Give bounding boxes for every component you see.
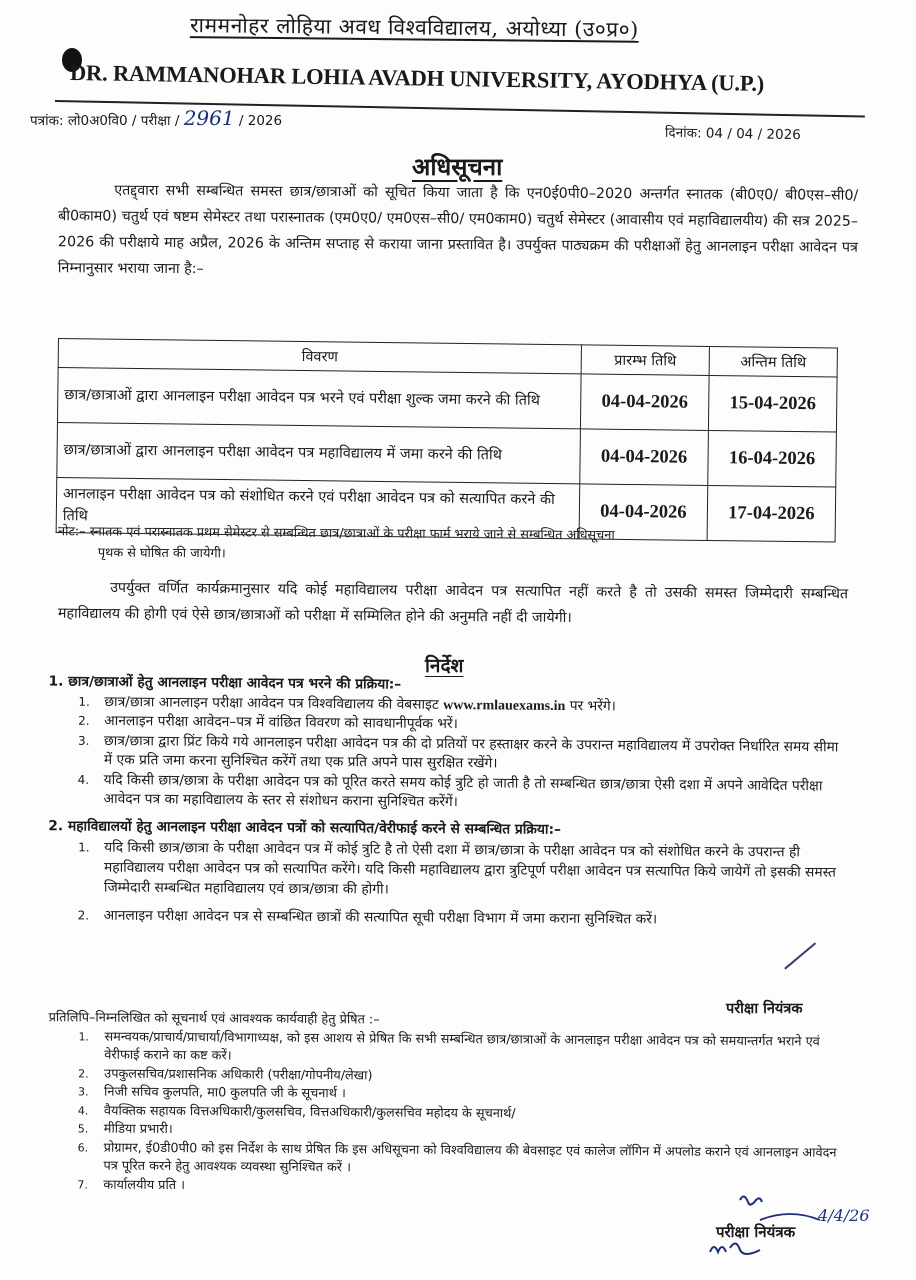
item-number: 4. <box>77 1103 89 1117</box>
item-text: आनलाइन परीक्षा आवेदन–पत्र में वांछित विवरण को सावधानीपूर्वक भरें। <box>104 712 458 733</box>
item-number: 6. <box>77 1140 89 1154</box>
reference-number <box>30 106 282 130</box>
item-number: 1. <box>78 839 90 854</box>
item-number: 1. <box>78 694 90 709</box>
item-text: उपकुलसचिव/प्रशासनिक अधिकारी (परीक्षा/गोपनीय/लेखा) <box>104 1066 373 1083</box>
instruction-list <box>47 692 848 816</box>
intro-paragraph <box>58 177 859 287</box>
item-text: प्रोग्रामर, ई0डी0पी0 को इस निर्देश के साथ प्रेषित कि इस अधिसूचना को विश्वविद्यालय की बेवसाइट एवं कालेज लॉगिन में अपलोड कराने एवं आनलाइन आवेदन पत्र पूरित करने हेतु आवश्यक व्यवस्था सुनिश्चित करें । <box>103 1140 837 1176</box>
responsibility-paragraph <box>58 575 848 634</box>
row-start-date: 04-04-2026 <box>580 374 709 431</box>
row-description: छात्र/छात्राओं द्वारा आनलाइन परीक्षा आवेदन पत्र भरने एवं परीक्षा शुल्क जमा करने की तिथि <box>57 368 581 429</box>
item-text: कार्यालयीय प्रति । <box>103 1177 186 1193</box>
table-row <box>57 422 837 487</box>
column-header-end-date: अन्तिम तिथि <box>709 346 837 377</box>
item-text: वैयक्तिक सहायक वित्तअधिकारी/कुलसचिव, वित्तअधिकारी/कुलसचिव महोदय के सूचनार्थ/ <box>103 1103 516 1121</box>
controller-title-bottom: परीक्षा नियंत्रक <box>716 1223 796 1241</box>
list-item <box>77 731 848 776</box>
section-heading: 1. छात्र/छात्राओं हेतु आनलाइन परीक्षा आवेदन पत्र भरने की प्रक्रिया:– <box>48 673 402 693</box>
column-header-start-date: प्रारम्भ तिथि <box>581 345 709 376</box>
university-name-hindi: राममनोहर लोहिया अवध विश्वविद्यालय, अयोध्या (उ०प्र०) <box>189 13 639 42</box>
section-heading: 2. महाविद्यालयों हेतु आनलाइन परीक्षा आवेदन पत्रों को सत्यापित/वेरीफाई करने से सम्बन्धित प्रक्रिया:– <box>48 818 561 838</box>
row-start-date: 04-04-2026 <box>580 429 709 486</box>
item-number: 2. <box>77 907 90 922</box>
instructions-section-colleges <box>48 817 849 930</box>
item-text: यदि किसी छात्र/छात्रा के परीक्षा आवेदन पत्र में कोई त्रुटि है तो ऐसी दशा में छात्र/छात्रा के परीक्षा आवेदन पत्र को संशोधित करने के उपरान्त ही महाविद्यालय परीक्षा आवेदन पत्र को सत्यापित करेंगे। यदि किसी महाविद्यालय द्वारा त्रुटिपूर्ण परीक्षा आवेदन पत्र सत्यापित किये जायेगें तो इसकी समस्त जिम्मेदारी सम्बन्धित महाविद्यालय एवं छात्र/छात्रा की होगी। <box>103 839 836 898</box>
notice-title: अधिसूचना <box>412 153 503 181</box>
list-item <box>78 1028 848 1070</box>
row-description: छात्र/छात्राओं द्वारा आनलाइन परीक्षा आवेदन पत्र महाविद्यालय में जमा करने की तिथि <box>57 422 581 483</box>
instruction-list <box>48 837 849 931</box>
schedule-table <box>56 338 838 543</box>
copy-to-heading: प्रतिलिपि–निम्नलिखित को सूचनार्थ एवं आवश्यक कार्यवाही हेतु प्रेषित :– <box>48 1010 380 1028</box>
university-name-english: DR. RAMMANOHAR LOHIA AVADH UNIVERSITY, AYODHYA (U.P.) <box>69 60 765 96</box>
item-text: छात्र/छात्रा द्वारा प्रिंट किये गये आनलाइन परीक्षा आवेदन पत्र की दो प्रतियों पर हस्ताक्षर करने के उपरान्त महाविद्यालय में उपरोक्त निर्धारित समय सीमा में एक प्रति जमा करना सुनिश्चित करेंगें तथा एक प्रति अपने पास सुरक्षित रखेंगे। <box>103 732 839 772</box>
note-line-2: पृथक से घोषित की जायेगी। <box>97 545 226 562</box>
item-number: 7. <box>77 1177 88 1191</box>
row-end-date: 15-04-2026 <box>708 375 837 432</box>
item-number: 5. <box>77 1122 89 1136</box>
item-text: निजी सचिव कुलपति, मा0 कुलपति जी के सूचनार्थ । <box>104 1084 346 1102</box>
column-header-description: विवरण <box>58 339 581 374</box>
list-item <box>78 837 848 902</box>
reference-suffix: / 2026 <box>238 113 283 129</box>
item-number: 3. <box>78 1085 89 1099</box>
row-description: आनलाइन परीक्षा आवेदन पत्र को संशोधित करने एवं परीक्षा आवेदन पत्र को सत्यापित करने की तिथि <box>56 477 580 538</box>
table-row <box>57 368 837 433</box>
copy-to-list <box>47 1028 848 1200</box>
item-text: आनलाइन परीक्षा आवेदन पत्र से सम्बन्धित छात्रों की सत्यापित सूची परीक्षा विभाग में जमा कराना सुनिश्चित करें। <box>103 907 658 927</box>
intro-first-line: एतद्द्वारा सभी सम्बन्धित समस्त छात्र/छात्राओं को सूचित किया जाता है कि एन0ई0पी0–2020 <box>114 182 633 203</box>
item-number: 3. <box>77 733 90 748</box>
item-number: 1. <box>78 1029 90 1043</box>
copy-to-section <box>47 1009 848 1200</box>
item-text: छात्र/छात्रा आनलाइन परीक्षा आवेदन पत्र विश्वविद्यालय की वेबसाइट <box>104 693 444 713</box>
row-end-date: 16-04-2026 <box>708 430 837 487</box>
responsibility-first-line: उपर्युक्त वर्णित कार्यक्रमानुसार यदि कोई महाविद्यालय परीक्षा आवेदन पत्र सत्यापित नहीं करते है तो उसकी समस्त <box>110 580 738 602</box>
responsibility-rest: जिम्मेदारी सम्बन्धित महाविद्यालय की होगी एवं ऐसे छात्र/छात्राओं को परीक्षा में सम्मिलित होने की अनुमति नहीं दी जायेगी। <box>57 585 849 627</box>
item-number: 4. <box>77 772 90 787</box>
controller-title-top: परीक्षा नियंत्रक <box>726 1001 803 1017</box>
instructions-section-students <box>47 673 848 816</box>
signature-date-scribble: 4/4/26 <box>818 1206 870 1225</box>
intro-rest: अन्तर्गत स्नातक (बी0ए0/ बी0एस–सी0/बी0काम0) चतुर्थ एवं षष्टम सेमेस्टर तथा परास्नातक (एम0ए0/ एम0एस–सी0/ एम0काम0) चतुर्थ सेमेस्टर (आवासीय एवं महाविद्यालयीय) की सत्र 2025–2026 की परीक्षाये माह अप्रैल, 2026 के अन्तिम सप्ताह से कराया जाना प्रस्तावित है। उपर्युक्त पाठ्यक्रम की परीक्षाओं हेतु आनलाइन परीक्षा आवेदन पत्र निम्नानुसार भराया जाना है:– <box>57 186 859 278</box>
signature-stroke <box>784 942 816 969</box>
list-item <box>77 770 847 815</box>
reference-number-handwritten: 2961 <box>183 106 235 130</box>
notice-date: दिनांक: 04 / 04 / 2026 <box>664 124 801 144</box>
website-link[interactable]: www.rmlauexams.in <box>443 697 566 714</box>
list-item <box>77 1139 847 1181</box>
note <box>58 521 848 569</box>
reference-prefix: पत्रांक: लो0अ0वि0 / परीक्षा / <box>30 113 180 129</box>
item-text: पर भरेंगे। <box>565 697 617 714</box>
note-line-1: नोट:– स्नातक एवं परास्नातक प्रथम सेमेस्टर से सम्बन्धित छात्र/छात्राओं के परीक्षा फार्म भराये जाने से सम्बन्धित अधिसूचना <box>58 524 615 544</box>
item-text: मीडिया प्रभारी। <box>103 1121 173 1138</box>
instructions-title: निर्देश <box>425 655 464 677</box>
item-number: 2. <box>78 1066 89 1080</box>
row-end-date: 17-04-2026 <box>707 485 836 542</box>
list-item <box>77 905 848 930</box>
row-start-date: 04-04-2026 <box>579 484 708 541</box>
item-number: 2. <box>78 713 90 728</box>
item-text: यदि किसी छात्र/छात्रा के परीक्षा आवेदन पत्र को पूरित करते समय कोई त्रुटि हो जाती है तो सम्बन्धित छात्र/छात्रा ऐसी दशा में अपने आवेदित परीक्षा आवेदन पत्र का महाविद्यालय के स्तर से संशोधन कराना सुनिश्चित करेंगें। <box>103 771 823 811</box>
item-text: समन्वयक/प्राचार्य/प्राचार्या/विभागाध्यक्ष, को इस आशय से प्रेषित कि सभी सम्बन्धित छात्र/छात्राओं के आनलाइन परीक्षा आवेदन पत्र को समयान्तर्गत भराने एवं वेरीफाई कराने का कष्ट करें। <box>104 1029 820 1064</box>
